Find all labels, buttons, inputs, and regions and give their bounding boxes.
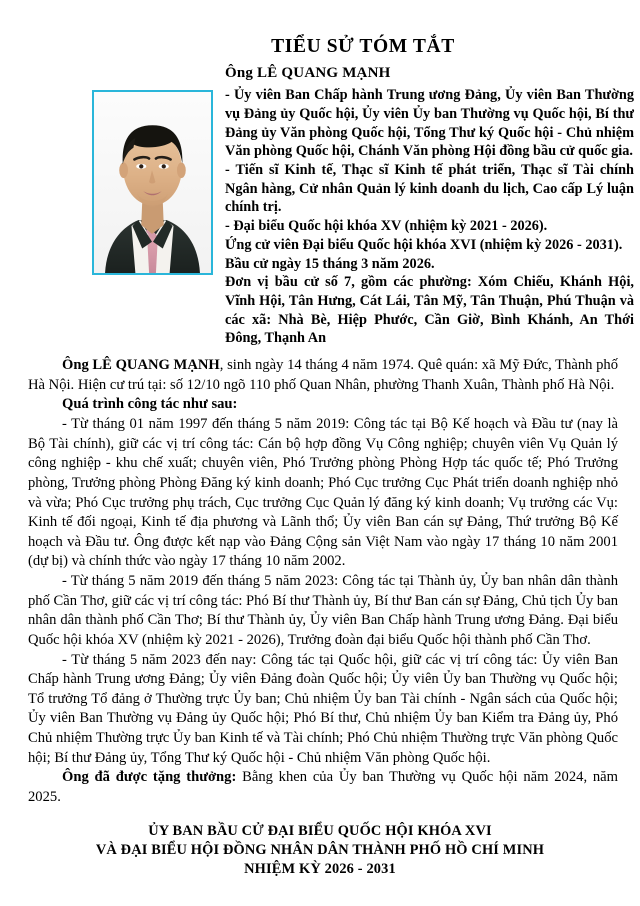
positions-text: - Ủy viên Ban Chấp hành Trung ương Đảng, Ủy viên Ban Thường vụ Đảng ủy Quốc hội, Ủy viên Ủy ban Thường vụ Quốc hội, Bí thư Đảng ủy Văn phòng Quốc hội, Tổng Thư ký Quốc hội - Chủ nhiệm Văn phòng Quốc hội, Chánh Văn phòng Hội đồng bầu cử quốc gia. bbox=[225, 87, 634, 160]
career-heading: Quá trình công tác như sau: bbox=[62, 396, 238, 413]
current-deputy-text: - Đại biểu Quốc hội khóa XV (nhiệm kỳ 2021 - 2026). bbox=[225, 218, 548, 235]
footer-line-2: VÀ ĐẠI BIỂU HỘI ĐỒNG NHÂN DÂN THÀNH PHỐ HỒ CHÍ MINH bbox=[95, 841, 545, 858]
election-date-text: Bầu cử ngày 15 tháng 3 năm 2026. bbox=[225, 255, 435, 272]
footer-line-1: ỦY BAN BẦU CỬ ĐẠI BIỂU QUỐC HỘI KHÓA XVI bbox=[148, 822, 492, 839]
birth-residence-paragraph bbox=[28, 356, 618, 395]
birth-residence-text: , sinh ngày 14 tháng 4 năm 1974. Quê quán: xã Mỹ Đức, Thành phố Hà Nội. Hiện cư trú tại: số 12/10 ngõ 110 phố Quan Nhân, phường Thanh Xuân, Thành phố Hà Nội. bbox=[28, 357, 619, 393]
header-section bbox=[0, 0, 640, 348]
career-entry-1: - Từ tháng 01 năm 1997 đến tháng 5 năm 2019: Công tác tại Bộ Kế hoạch và Đầu tư (nay là Bộ Tài chính), giữ các vị trí công tác: Cán bộ hợp đồng Vụ Công nghiệp; chuyên viên Vụ Quản lý công nghiệp - khu chế xuất; chuyên viên, Phó Trưởng phòng Phòng Hợp tác quốc tế; Phó Trưởng phòng, Trưởng phòng Phòng Đăng ký kinh doanh; Phó Cục trưởng Cục Phát triển doanh nghiệp nhỏ và vừa; Phó Cục trưởng phụ trách, Cục trưởng Cục Quản lý đăng ký kinh doanh; Vụ trưởng các Vụ: Kinh tế đối ngoại, Kinh tế địa phương và Lãnh thổ; Ủy viên Ban cán sự Đảng, Thứ trưởng Bộ Kế hoạch và Đầu tư. Ông được kết nạp vào Đảng Cộng sản Việt Nam vào ngày 17 tháng 10 năm 2001 (dự bị) và chính thức vào ngày 17 tháng 10 năm 2002. bbox=[28, 416, 618, 570]
portrait-illustration bbox=[94, 92, 211, 273]
biography-body bbox=[28, 348, 618, 807]
page-title: TIỂU SỬ TÓM TẮT bbox=[271, 36, 455, 57]
career-entry-3: - Từ tháng 5 năm 2023 đến nay: Công tác tại Quốc hội, giữ các vị trí công tác: Ủy viên Ban Chấp hành Trung ương Đảng; Ủy viên Đảng đoàn Quốc hội; Ủy viên Ủy ban Thường vụ Quốc hội; Tổ trưởng Tổ đảng ở Thường trực Ủy ban; Chủ nhiệm Ủy ban Tài chính - Ngân sách của Quốc hội; Ủy viên Ban Thường vụ Đảng ủy Quốc hội; Phó Bí thư, Chủ nhiệm Ủy ban Kiểm tra Đảng ủy, Phó Chủ nhiệm Thường trực Ủy ban Kinh tế và Tài chính; Phó Chủ nhiệm Thường trực Văn phòng Quốc hội; Bí thư Đảng ủy, Tổng Thư ký Quốc hội - Chủ nhiệm Văn phòng Quốc hội. bbox=[28, 651, 618, 766]
candidate-name: Ông LÊ QUANG MẠNH bbox=[225, 65, 391, 82]
candidacy-text: Ứng cử viên Đại biểu Quốc hội khóa XVI (nhiệm kỳ 2026 - 2031). bbox=[225, 236, 623, 253]
candidate-portrait-photo bbox=[92, 90, 213, 275]
header-info-block bbox=[225, 64, 634, 348]
career-entry-2: - Từ tháng 5 năm 2019 đến tháng 5 năm 2023: Công tác tại Thành ủy, Ủy ban nhân dân thành phố Cần Thơ, giữ các vị trí công tác: Phó Bí thư Thành ủy, Bí thư Ban cán sự Đảng, Chủ tịch Ủy ban nhân dân thành phố Cần Thơ; Bí thư Thành ủy, Ủy viên Ban Chấp hành Trung ương Đảng. Đại biểu Quốc hội khóa XV (nhiệm kỳ 2021 - 2026), Trưởng đoàn đại biểu Quốc hội thành phố Cần Thơ. bbox=[28, 573, 618, 648]
awards-heading: Ông đã được tặng thưởng: bbox=[62, 769, 237, 786]
footer-line-3: NHIỆM KỲ 2026 - 2031 bbox=[244, 860, 396, 877]
inline-candidate-name: Ông LÊ QUANG MẠNH bbox=[62, 357, 220, 374]
awards-paragraph bbox=[28, 768, 618, 807]
awards-text: Bằng khen của Ủy ban Thường vụ Quốc hội năm 2024, năm 2025. bbox=[28, 769, 618, 805]
footer-block bbox=[0, 822, 640, 879]
career-heading-paragraph bbox=[28, 395, 618, 415]
constituency-text: Đơn vị bầu cử số 7, gồm các phường: Xóm Chiếu, Khánh Hội, Vĩnh Hội, Tân Hưng, Cát Lái, Tân Mỹ, Tân Thuận, Phú Thuận và các xã: Nhà Bè, Hiệp Phước, Cần Giờ, Bình Khánh, An Thới Đông, Thạnh An bbox=[225, 274, 634, 347]
education-text: - Tiến sĩ Kinh tế, Thạc sĩ Kinh tế phát triển, Thạc sĩ Tài chính Ngân hàng, Cử nhân Quản lý kinh doanh du lịch, Cao cấp Lý luận chính trị. bbox=[225, 161, 634, 216]
